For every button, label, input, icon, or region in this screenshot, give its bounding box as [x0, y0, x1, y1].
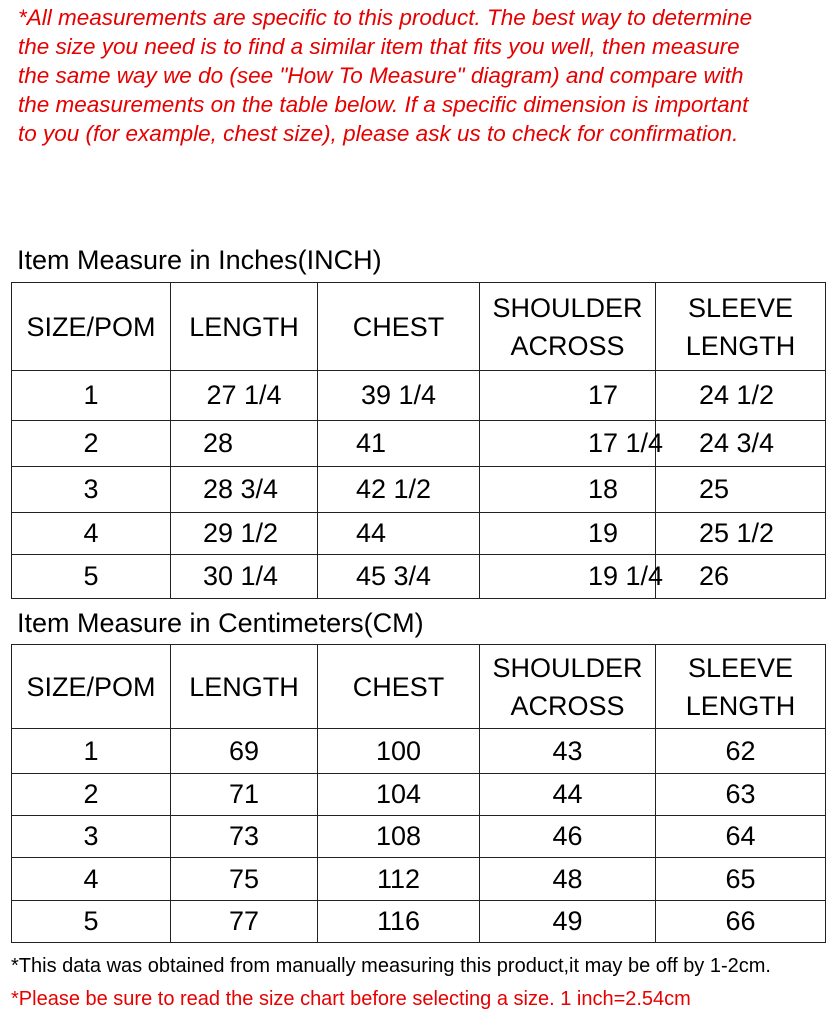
cell-length: 73 — [171, 816, 318, 858]
cell-shoulder: 46 — [480, 816, 656, 858]
cell-size: 4 — [12, 513, 171, 555]
cell-size: 3 — [12, 467, 171, 513]
cell-length: 75 — [171, 858, 318, 901]
cell-shoulder: 49 — [480, 901, 656, 943]
table-row — [12, 513, 826, 555]
header-length: LENGTH — [171, 645, 318, 729]
header-line: SHOULDER — [492, 292, 643, 323]
size-chart-reminder: *Please be sure to read the size chart before selecting a size. 1 inch=2.54cm — [11, 988, 691, 1010]
cell-shoulder: 19 1/4 — [480, 555, 656, 599]
cell-sleeve: 64 — [656, 816, 826, 858]
cell-size: 2 — [12, 421, 171, 467]
disclaimer-line: the measurements on the table below. If a specific dimension is important — [18, 92, 749, 117]
cell-size: 1 — [12, 371, 171, 421]
header-shoulder-across — [480, 645, 656, 729]
header-line: SLEEVE — [687, 652, 794, 683]
header-chest: CHEST — [318, 283, 480, 371]
measurement-disclaimer — [18, 3, 830, 148]
header-line: SLEEVE — [687, 292, 794, 323]
table-header-row — [12, 283, 826, 371]
cell-chest: 41 — [318, 421, 480, 467]
header-shoulder-across — [480, 283, 656, 371]
header-size-pom: SIZE/POM — [12, 645, 171, 729]
table-row — [12, 729, 826, 774]
header-line: LENGTH — [685, 690, 796, 721]
header-chest: CHEST — [318, 645, 480, 729]
cell-shoulder: 44 — [480, 774, 656, 816]
cell-chest: 44 — [318, 513, 480, 555]
cell-length: 27 1/4 — [171, 371, 318, 421]
cell-shoulder: 17 — [480, 371, 656, 421]
header-length: LENGTH — [171, 283, 318, 371]
header-sleeve-length — [656, 645, 826, 729]
table-row — [12, 467, 826, 513]
cell-shoulder: 48 — [480, 858, 656, 901]
cell-sleeve: 66 — [656, 901, 826, 943]
disclaimer-line: to you (for example, chest size), please ask us to check for confirmation. — [18, 121, 739, 146]
table-row — [12, 858, 826, 901]
cell-length: 69 — [171, 729, 318, 774]
cell-length: 28 3/4 — [171, 467, 318, 513]
table-row — [12, 901, 826, 943]
cell-chest: 45 3/4 — [318, 555, 480, 599]
cm-table-title: Item Measure in Centimeters(CM) — [17, 608, 424, 638]
disclaimer-line: *All measurements are specific to this product. The best way to determine — [18, 5, 753, 30]
measurement-accuracy-note: *This data was obtained from manually measuring this product,it may be off by 1-2cm. — [11, 955, 771, 977]
cell-sleeve: 25 — [656, 467, 826, 513]
cm-size-table — [11, 644, 826, 943]
cell-shoulder: 17 1/4 — [480, 421, 656, 467]
cell-sleeve: 26 — [656, 555, 826, 599]
inch-table-title: Item Measure in Inches(INCH) — [17, 245, 382, 275]
cell-size: 4 — [12, 858, 171, 901]
table-row — [12, 816, 826, 858]
cell-length: 30 1/4 — [171, 555, 318, 599]
cell-chest: 108 — [318, 816, 480, 858]
table-row — [12, 371, 826, 421]
cell-size: 1 — [12, 729, 171, 774]
cell-chest: 104 — [318, 774, 480, 816]
cell-size: 3 — [12, 816, 171, 858]
table-row — [12, 555, 826, 599]
table-header-row — [12, 645, 826, 729]
cell-sleeve: 63 — [656, 774, 826, 816]
header-line: SHOULDER — [492, 652, 643, 683]
cell-size: 5 — [12, 901, 171, 943]
table-row — [12, 774, 826, 816]
cell-shoulder: 43 — [480, 729, 656, 774]
cell-chest: 39 1/4 — [318, 371, 480, 421]
cell-length: 77 — [171, 901, 318, 943]
cell-length: 28 — [171, 421, 318, 467]
cell-sleeve: 24 1/2 — [656, 371, 826, 421]
disclaimer-line: the same way we do (see "How To Measure" diagram) and compare with — [18, 63, 744, 88]
header-line: LENGTH — [685, 330, 796, 361]
cell-chest: 100 — [318, 729, 480, 774]
table-row — [12, 421, 826, 467]
disclaimer-line: the size you need is to find a similar item that fits you well, then measure — [18, 34, 740, 59]
header-line: ACROSS — [510, 330, 625, 361]
cell-chest: 42 1/2 — [318, 467, 480, 513]
header-size-pom: SIZE/POM — [12, 283, 171, 371]
header-sleeve-length — [656, 283, 826, 371]
header-line: ACROSS — [510, 690, 625, 721]
cell-size: 2 — [12, 774, 171, 816]
cell-sleeve: 62 — [656, 729, 826, 774]
cell-shoulder: 19 — [480, 513, 656, 555]
cell-size: 5 — [12, 555, 171, 599]
cell-sleeve: 24 3/4 — [656, 421, 826, 467]
cell-length: 29 1/2 — [171, 513, 318, 555]
cell-sleeve: 65 — [656, 858, 826, 901]
inch-size-table — [11, 282, 826, 599]
cell-chest: 112 — [318, 858, 480, 901]
cell-shoulder: 18 — [480, 467, 656, 513]
cell-length: 71 — [171, 774, 318, 816]
cell-chest: 116 — [318, 901, 480, 943]
cell-sleeve: 25 1/2 — [656, 513, 826, 555]
